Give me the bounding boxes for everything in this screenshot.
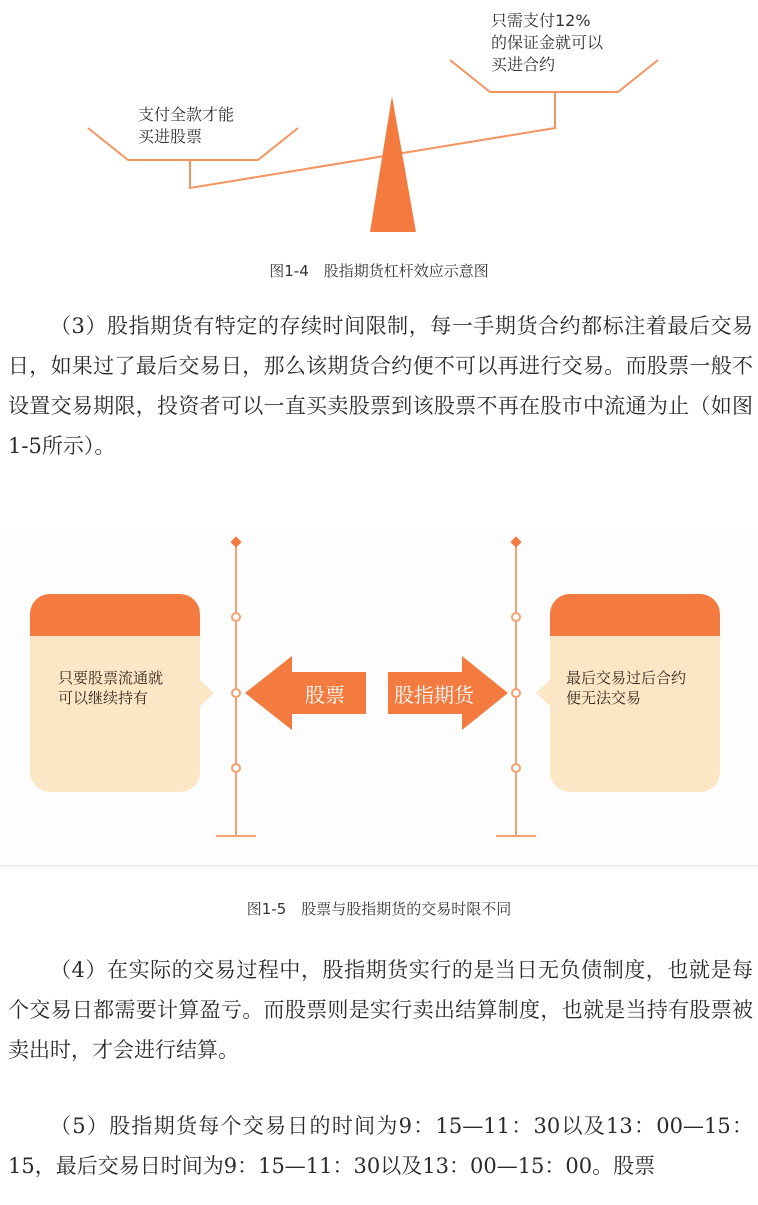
right-card-line-1: 最后交易过后合约 bbox=[566, 669, 687, 687]
paragraph-3: （3）股指期货有特定的存续时间限制，每一手期货合约都标注着最后交易日，如果过了最后交易日，那么该期货合约便不可以再进行交易。而股票一般不设置交易期限，投资者可以一直买卖股票到该股票不再在股市中流通为止（如图1-5所示）。 bbox=[8, 314, 753, 458]
left-arrow-label: 股票 bbox=[305, 683, 345, 707]
right-card-text bbox=[566, 668, 686, 708]
right-timeline-top-marker bbox=[510, 536, 521, 547]
right-note-line-1: 只需支付12% bbox=[491, 11, 591, 30]
figure1-caption: 图1-4 股指期货杠杆效应示意图 bbox=[269, 262, 489, 280]
left-note bbox=[138, 104, 234, 148]
left-card-text bbox=[58, 668, 163, 708]
leverage-seesaw-diagram bbox=[0, 0, 758, 240]
left-note-line-2: 买进股票 bbox=[138, 127, 203, 146]
right-timeline-node bbox=[512, 764, 520, 772]
right-arrow-label: 股指期货 bbox=[394, 683, 474, 707]
left-card-line-1: 只要股票流通就 bbox=[58, 669, 164, 687]
right-note-line-2: 的保证金就可以 bbox=[491, 33, 604, 52]
right-note bbox=[491, 10, 603, 76]
left-timeline-node bbox=[232, 764, 240, 772]
left-timeline-top-marker bbox=[230, 536, 241, 547]
paragraph-4: （4）在实际的交易过程中，股指期货实行的是当日无负债制度，也就是每个交易日都需要计算盈亏。而股票则是实行卖出结算制度，也就是当持有股票被卖出时，才会进行结算。 bbox=[8, 958, 753, 1062]
right-timeline-node bbox=[512, 689, 520, 697]
left-note-line-1: 支付全款才能 bbox=[138, 105, 235, 124]
seesaw-beam bbox=[190, 92, 555, 188]
paragraph-5: （5）股指期货每个交易日的时间为9：15—11：30以及13：00—15：15，最后交易日时间为9：15—11：30以及13：00—15：00。股票 bbox=[8, 1114, 753, 1178]
right-timeline-node bbox=[512, 613, 520, 621]
right-card-line-2: 便无法交易 bbox=[566, 689, 642, 707]
left-timeline-node bbox=[232, 689, 240, 697]
figure2-caption: 图1-5 股票与股指期货的交易时限不同 bbox=[246, 900, 512, 918]
left-card-line-2: 可以继续持有 bbox=[58, 689, 149, 707]
left-timeline-node bbox=[232, 613, 240, 621]
right-note-line-3: 买进合约 bbox=[491, 55, 556, 74]
fulcrum-triangle bbox=[370, 96, 416, 232]
